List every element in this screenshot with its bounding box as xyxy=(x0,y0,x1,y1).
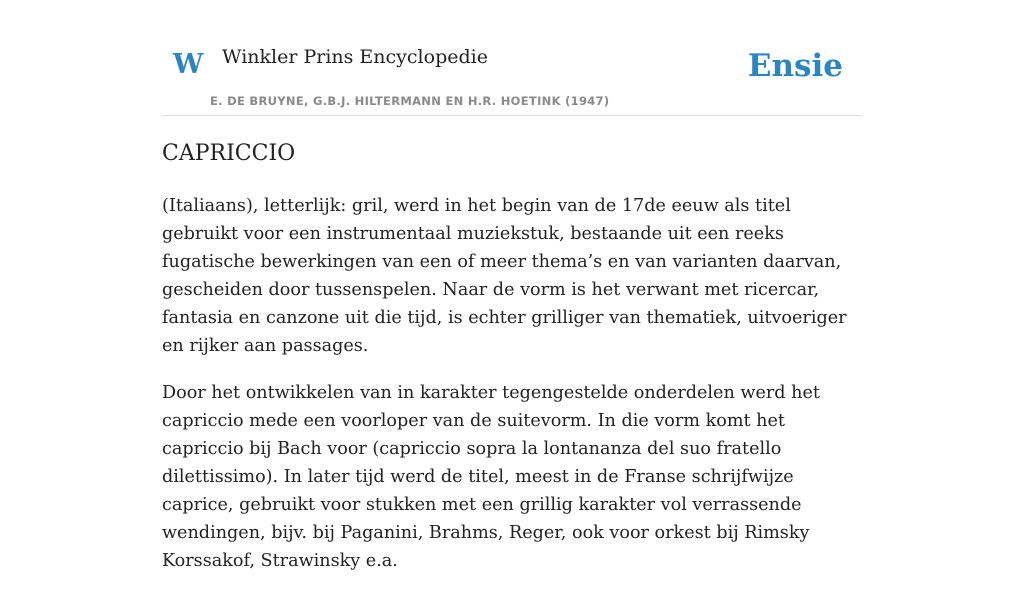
page-container xyxy=(162,0,862,571)
publication-authors: E. DE BRUYNE, G.B.J. HILTERMANN EN H.R. HOETINK (1947) xyxy=(210,94,610,108)
entry-paragraph: (Italiaans), letterlijk: gril, werd in het begin van de 17de eeuw als titel gebruikt voor een instrumentaal muziekstuk, bestaande uit een reeks fugatische bewerkingen van een of meer thema’s en van varianten daarvan, gescheiden door tussenspelen. Naar de vorm is het verwant met ricercar, fantasia en canzone uit die tijd, is echter grilliger van thematiek, uitvoeriger en rijker aan passages. xyxy=(162,196,847,356)
entry-title: CAPRICCIO xyxy=(162,141,296,166)
publication-title[interactable]: Winkler Prins Encyclopedie xyxy=(222,46,488,68)
publication-header xyxy=(162,0,862,116)
entry-body xyxy=(162,192,862,594)
entry-paragraph: Door het ontwikkelen van in karakter tegengestelde onderdelen werd het capriccio mede een voorloper van de suitevorm. In die vorm komt het capriccio bij Bach voor (capriccio sopra la lontananza del suo fratello dilettissimo). In later tijd werd de titel, meest in de Franse schrijfwijze caprice, gebruikt voor stukken met een grillig karakter vol verrassende wendingen, bijv. bij Paganini, Brahms, Reger, ook voor orkest bij Rimsky Korssakof, Strawinsky e.a. xyxy=(162,383,820,571)
ensie-logo[interactable]: Ensie xyxy=(747,48,843,84)
publication-logo-icon[interactable]: W xyxy=(173,49,204,80)
